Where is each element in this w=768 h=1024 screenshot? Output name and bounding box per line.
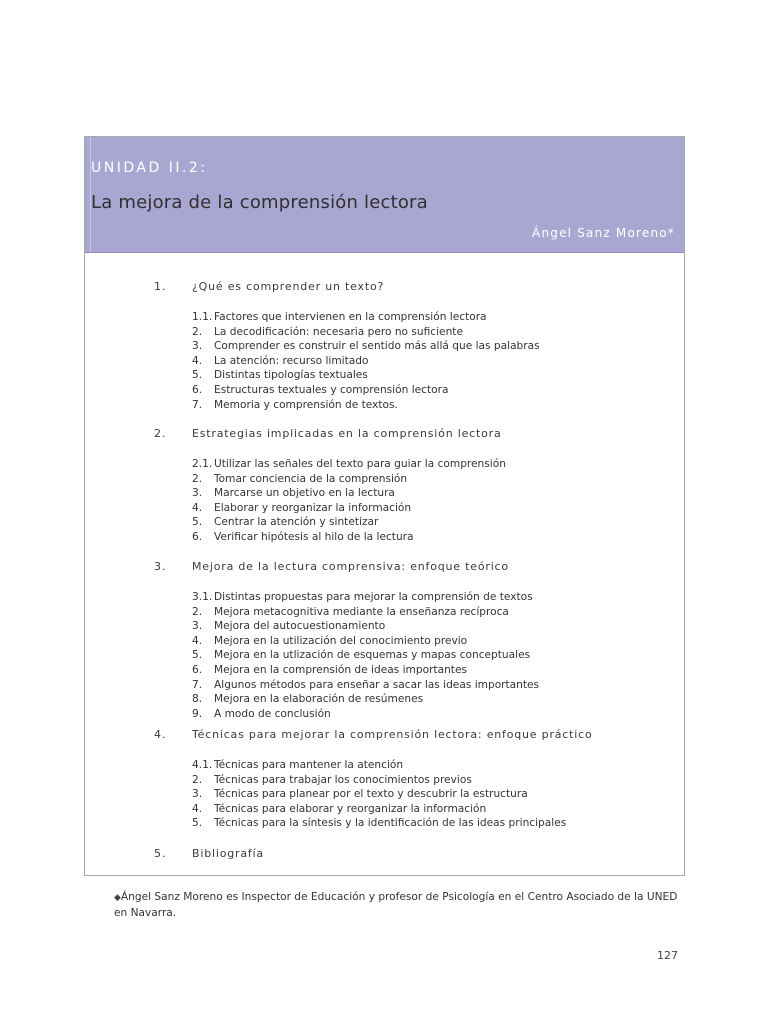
unit-frame — [84, 136, 685, 876]
section-title: Técnicas para mejorar la comprensión lectora: enfoque práctico — [192, 728, 593, 741]
toc-item-text: Memoria y comprensión de textos. — [214, 398, 398, 411]
toc-item-text: Mejora en la comprensión de ideas importantes — [214, 664, 467, 676]
toc-item-text: Técnicas para planear por el texto y descubrir la estructura — [214, 788, 528, 801]
toc-item — [192, 368, 368, 383]
toc-item-number: 1.1. — [192, 311, 213, 323]
toc-item-text: Tomar conciencia de la comprensión — [214, 472, 408, 485]
toc-item-number: 3. — [192, 788, 203, 801]
footnote-text: Ángel Sanz Moreno es Inspector de Educación y profesor de Psicología en el Centro Asociado de la UNED en Navarra. — [114, 891, 678, 919]
toc-item-text: Técnicas para la síntesis y la identificación de las ideas principales — [214, 817, 567, 830]
toc-item — [192, 619, 385, 634]
toc-item — [192, 605, 509, 620]
footnote-marker: ◆ — [114, 893, 121, 903]
toc-item-text: Técnicas para elaborar y reorganizar la información — [214, 802, 487, 815]
toc-item — [192, 787, 528, 802]
toc-item-number: 3.1. — [192, 591, 213, 603]
toc-item-text: Centrar la atención y sintetizar — [214, 516, 379, 529]
section-number: 3. — [154, 560, 167, 573]
author-name: Ángel Sanz Moreno* — [532, 226, 675, 240]
section-title: Estrategias implicadas en la comprensión lectora — [192, 427, 502, 440]
section-title: Bibliografía — [192, 847, 264, 860]
toc-item-number: 2. — [192, 472, 203, 485]
toc-item-text: Mejora del autocuestionamiento — [214, 620, 386, 633]
toc-item-text: A modo de conclusión — [214, 707, 331, 720]
toc-item — [192, 692, 423, 707]
unit-title: La mejora de la comprensión lectora — [91, 192, 428, 213]
toc-item-text: Comprender es construir el sentido más allá que las palabras — [214, 340, 540, 353]
toc-item-number: 6. — [192, 384, 203, 396]
toc-item — [192, 802, 486, 817]
section-title: ¿Qué es comprender un texto? — [192, 280, 385, 293]
toc-item-text: Mejora en la utlización de esquemas y mapas conceptuales — [214, 649, 531, 662]
unit-label: UNIDAD II.2: — [91, 160, 208, 176]
toc-item-number: 9. — [192, 707, 203, 720]
toc-item-number: 4. — [192, 802, 203, 815]
unit-header — [85, 137, 684, 253]
toc-item-number: 5. — [192, 369, 203, 382]
toc-item-number: 2.1. — [192, 458, 213, 470]
toc-item-text: Distintas propuestas para mejorar la comprensión de textos — [214, 591, 533, 603]
toc-item-number: 2. — [192, 605, 203, 618]
toc-item-number: 4. — [192, 354, 203, 367]
section-number: 4. — [154, 728, 167, 741]
toc-item — [192, 472, 407, 487]
toc-item — [192, 648, 530, 663]
toc-item-text: Elaborar y reorganizar la información — [214, 501, 412, 514]
toc-item — [192, 515, 378, 530]
toc-item-number: 4. — [192, 501, 203, 514]
toc-item-number: 5. — [192, 817, 203, 830]
toc-item-text: Marcarse un objetivo en la lectura — [214, 487, 395, 500]
toc-item-number: 6. — [192, 531, 203, 543]
toc-item — [192, 773, 472, 788]
section-title: Mejora de la lectura comprensiva: enfoque teórico — [192, 560, 509, 573]
toc-item — [192, 816, 566, 831]
toc-item-text: Mejora metacognitiva mediante la enseñanza recíproca — [214, 605, 509, 618]
section-number: 1. — [154, 280, 167, 293]
toc-item — [192, 501, 411, 516]
author-footnote — [114, 890, 684, 921]
toc-item — [192, 383, 448, 398]
toc-item-text: Mejora en la utilización del conocimiento previo — [214, 634, 468, 647]
toc-item-number: 8. — [192, 693, 203, 706]
toc-item — [192, 634, 467, 649]
toc-item-text: Mejora en la elaboración de resúmenes — [214, 693, 424, 706]
toc-item-text: Utilizar las señales del texto para guiar la comprensión — [214, 458, 506, 470]
toc-item — [192, 339, 540, 354]
toc-item-number: 7. — [192, 678, 203, 691]
toc-item — [192, 663, 467, 678]
toc-item-number: 5. — [192, 649, 203, 662]
toc-item-number: 2. — [192, 325, 203, 338]
toc-item — [192, 325, 463, 340]
toc-item — [192, 678, 539, 693]
section-number: 5. — [154, 847, 167, 860]
toc-item-number: 4. — [192, 634, 203, 647]
page-number: 127 — [657, 949, 678, 962]
toc-item-number: 2. — [192, 773, 203, 786]
toc-item-number: 3. — [192, 487, 203, 500]
toc-item-number: 3. — [192, 340, 203, 353]
toc-item-number: 3. — [192, 620, 203, 633]
toc-item — [192, 530, 414, 545]
toc-item-number: 5. — [192, 516, 203, 529]
toc-item — [192, 354, 368, 369]
toc-item-text: Distintas tipologías textuales — [214, 369, 368, 382]
toc-item-number: 4.1. — [192, 759, 213, 771]
toc-item — [192, 758, 403, 773]
toc-item-text: Factores que intervienen en la comprensión lectora — [214, 311, 487, 323]
toc-item-number: 6. — [192, 664, 203, 676]
toc-item — [192, 398, 398, 413]
toc-item-number: 7. — [192, 398, 203, 411]
toc-item-text: Técnicas para trabajar los conocimientos previos — [214, 773, 472, 786]
toc-item-text: La decodificación: necesaria pero no suficiente — [214, 325, 463, 338]
toc-item — [192, 707, 331, 722]
toc-item — [192, 310, 487, 325]
toc-item-text: Algunos métodos para enseñar a sacar las ideas importantes — [214, 678, 540, 691]
toc-item-text: Estructuras textuales y comprensión lectora — [214, 384, 449, 396]
toc-item — [192, 457, 506, 472]
toc-item — [192, 486, 395, 501]
toc-item-text: Técnicas para mantener la atención — [214, 759, 404, 771]
toc-item-text: Verificar hipótesis al hilo de la lectura — [214, 531, 414, 543]
toc-item-text: La atención: recurso limitado — [214, 354, 369, 367]
toc-item — [192, 590, 533, 605]
section-number: 2. — [154, 427, 167, 440]
